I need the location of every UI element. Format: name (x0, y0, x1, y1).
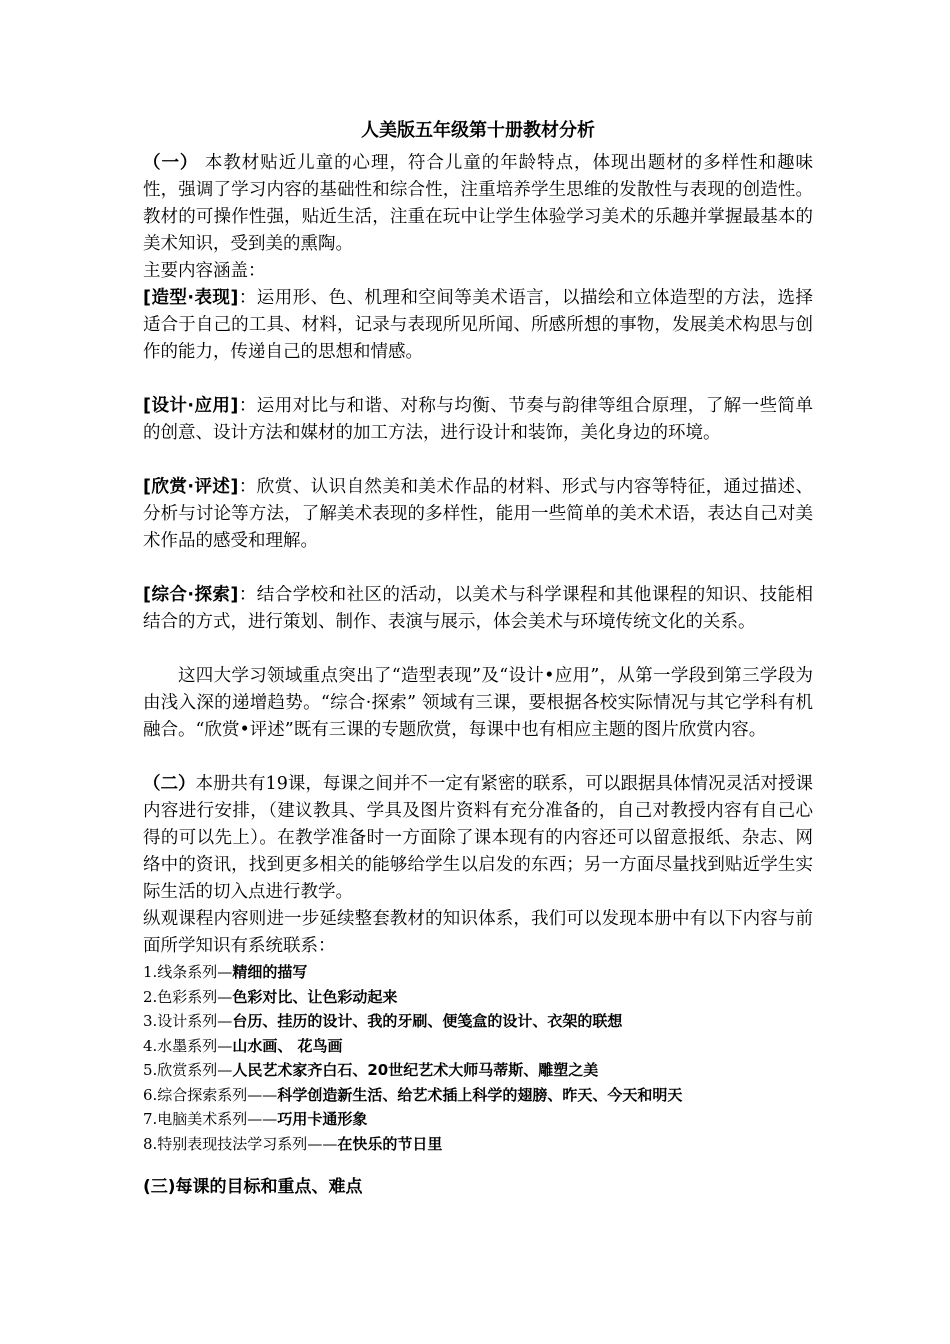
series-prefix: 1.线条系列— (143, 963, 233, 981)
area-text: ：运用对比与和谐、对称与均衡、节奏与韵律等组合原理，了解一些简单的创意、设计方法和媒材的加工方法，进行设计和装饰，美化身边的环境。 (143, 396, 813, 443)
series-items: 在快乐的节日里 (337, 1134, 443, 1153)
list-item (143, 1083, 813, 1108)
series-list (143, 960, 813, 1156)
list-item (143, 1058, 813, 1083)
series-prefix: 4.水墨系列— (143, 1036, 233, 1055)
series-items: 色彩对比、让色彩动起来 (232, 987, 398, 1006)
series-items: 巧用卡通形象 (277, 1110, 368, 1128)
series-items: 精细的描写 (232, 963, 308, 981)
area-label: [综合·探索] (143, 585, 239, 605)
series-prefix: 5.欣赏系列— (143, 1061, 233, 1079)
area-text: ：运用形、色、机理和空间等美术语言，以描绘和立体造型的方法，选择适合于自己的工具、材料，记录与表现所见所闻、所感所想的事物，发展美术构思与创作的能力，传递自己的思想和情感。 (143, 288, 813, 362)
area-paragraph (143, 582, 813, 636)
series-items: 台历、挂历的设计、我的牙刷、便笺盒的设计、衣架的联想 (232, 1012, 623, 1030)
area-paragraph (143, 474, 813, 555)
series-prefix: 2.色彩系列— (143, 987, 233, 1006)
list-item (143, 1132, 813, 1157)
section2-label: （二） (143, 774, 196, 794)
series-items: 人民艺术家齐白石、20世纪艺术大师马蒂斯、雕塑之美 (232, 1061, 599, 1079)
section2-intro: 纵观课程内容则进一步延续整套教材的知识体系，我们可以发现本册中有以下内容与前面所学知识有系统联系： (143, 909, 813, 956)
series-prefix: 6.综合探索系列—— (143, 1085, 278, 1104)
spacer (143, 447, 813, 474)
section2-text: 本册共有19课，每课之间并不一定有紧密的联系，可以跟据具体情况灵活对授课内容进行安排，（建议教具、学具及图片资料有充分准备的，自己对教授内容有自己心得的可以先上）。在教学准备时一方面除了课本现有的内容还可以留意报纸、杂志、网络中的资讯，找到更多相关的能够给学生以启发的东西；另一方面尽量找到贴近学生实际生活的切入点进行教学。 (143, 774, 814, 902)
list-item (143, 985, 813, 1010)
content-intro: 主要内容涵盖： (143, 261, 266, 281)
series-items: 科学创造新生活、给艺术插上科学的翅膀、昨天、今天和明天 (277, 1085, 683, 1104)
area-paragraph (143, 393, 813, 447)
list-item (143, 1107, 813, 1132)
series-items: 山水画、 花鸟画 (232, 1036, 343, 1055)
section1-label: （一） (143, 153, 199, 173)
spacer (143, 555, 813, 582)
area-text: ：结合学校和社区的活动，以美术与科学课程和其他课程的知识、技能相结合的方式，进行策划、制作、表演与展示，体会美术与环境传统文化的关系。 (143, 585, 813, 632)
spacer (143, 636, 813, 663)
list-item (143, 1009, 813, 1034)
section1-paragraph (143, 150, 813, 258)
area-label: [设计·应用] (143, 396, 239, 416)
series-prefix: 7.电脑美术系列—— (143, 1110, 278, 1128)
document-page (143, 118, 813, 1200)
series-prefix: 3.设计系列— (143, 1012, 233, 1030)
series-prefix: 8.特别表现技法学习系列—— (143, 1134, 338, 1153)
spacer (143, 366, 813, 393)
list-item (143, 960, 813, 985)
section1-text: 本教材贴近儿童的心理，符合儿童的年龄特点，体现出题材的多样性和趣味性，强调了学习内容的基础性和综合性，注重培养学生思维的发散性与表现的创造性。教材的可操作性强，贴近生活，注重在玩中让学生体验学习美术的乐趣并掌握最基本的美术知识，受到美的熏陶。 (143, 153, 814, 254)
area-label: [造型·表现] (143, 288, 239, 308)
page-title: 人美版五年级第十册教材分析 (361, 120, 595, 141)
spacer (143, 744, 813, 771)
area-paragraph (143, 285, 813, 366)
area-label: [欣赏·评述] (143, 477, 239, 497)
area-text: ：欣赏、认识自然美和美术作品的材料、形式与内容等特征，通过描述、分析与讨论等方法，了解美术表现的多样性，能用一些简单的美术术语，表达自己对美术作品的感受和理解。 (143, 477, 813, 551)
list-item (143, 1034, 813, 1059)
summary-paragraph: 这四大学习领域重点突出了“造型表现”及“设计•应用”，从第一学段到第三学段为由浅入深的递增趋势。“综合·探索” 领域有三课，要根据各校实际情况与其它学科有机融合。“欣赏•评述”既有三课的专题欣赏，每课中也有相应主题的图片欣赏内容。 (143, 666, 813, 740)
section2-paragraph (143, 771, 813, 906)
section3-heading: (三)每课的目标和重点、难点 (143, 1177, 363, 1197)
